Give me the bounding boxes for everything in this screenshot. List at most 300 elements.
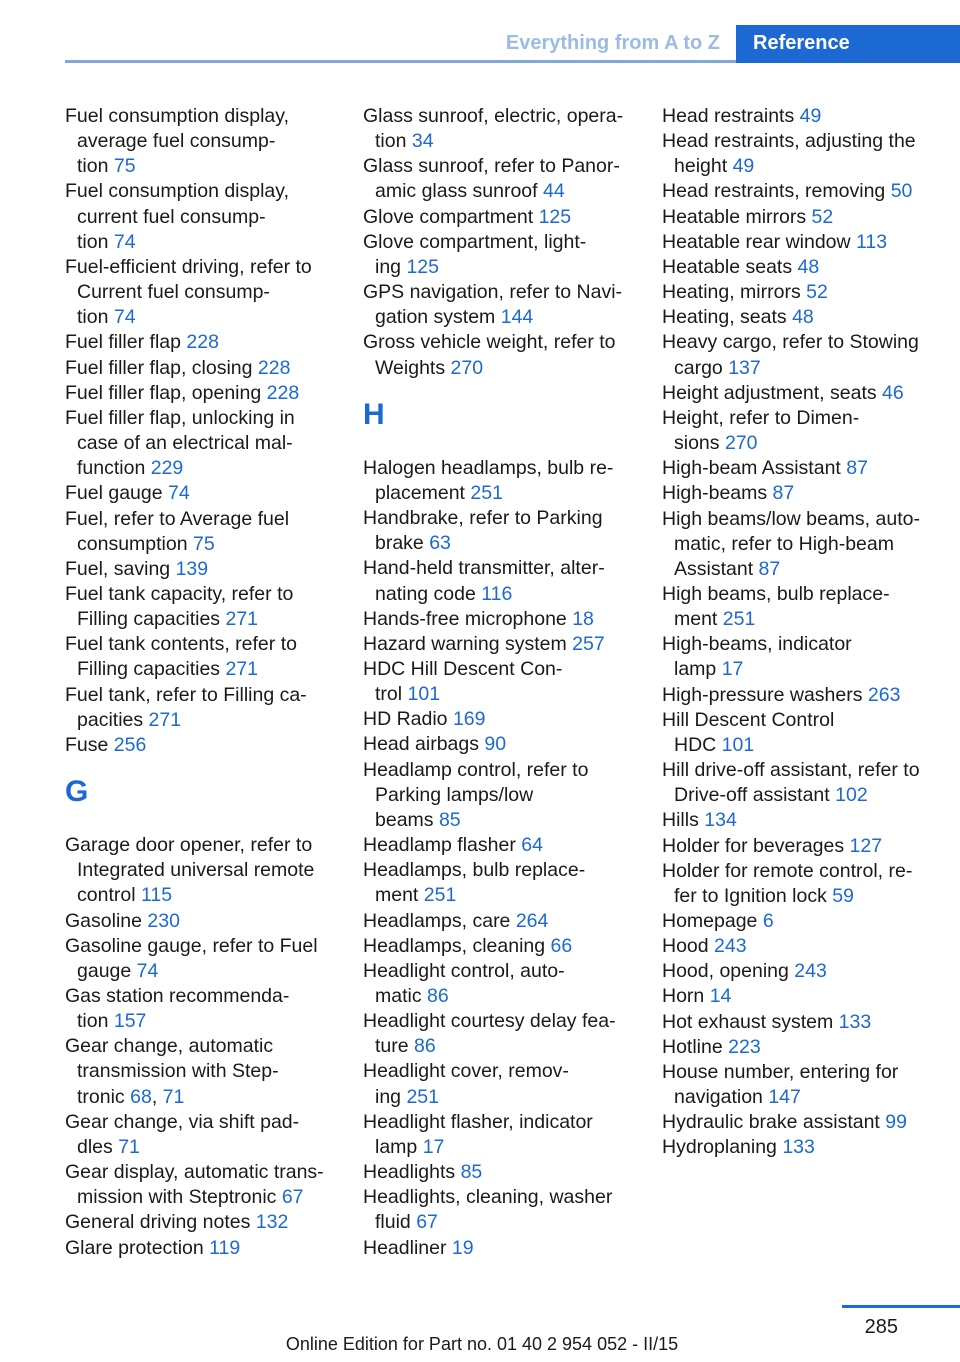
page-reference-link[interactable]: 48	[792, 306, 814, 329]
index-entry-text: pacities	[77, 708, 149, 731]
index-entry	[662, 909, 958, 934]
page-reference-link[interactable]: 86	[414, 1035, 436, 1058]
page-reference-link[interactable]: 137	[728, 356, 761, 379]
index-entry-text: Horn	[662, 985, 710, 1008]
index-entry-text: Headlamp control, refer to	[363, 758, 589, 781]
index-entry	[662, 330, 958, 380]
index-entry	[65, 1236, 355, 1261]
page-reference-link[interactable]: 87	[772, 482, 795, 505]
page-reference-link[interactable]: 74	[113, 306, 136, 329]
page-reference-link[interactable]: 169	[452, 708, 486, 731]
index-entry-text: High-pressure washers	[662, 683, 868, 706]
page-separator: ,	[151, 1085, 163, 1108]
index-entry	[363, 1236, 653, 1261]
page-reference-link[interactable]: 50	[890, 180, 913, 203]
index-entry-text: Drive-off assistant	[674, 784, 836, 807]
index-entry	[662, 834, 958, 859]
index-entry	[662, 758, 958, 808]
index-entry-text: Head restraints, adjusting the	[662, 130, 916, 153]
index-entry-text: fluid	[375, 1211, 417, 1234]
index-entry	[65, 934, 355, 984]
page-reference-link[interactable]: 14	[709, 985, 732, 1008]
page-reference-link[interactable]: 52	[806, 281, 828, 304]
page-reference-link[interactable]: 19	[451, 1236, 474, 1259]
index-entry-text: matic, refer to High-beam	[674, 532, 894, 555]
index-entry-text: amic glass sunroof	[375, 180, 543, 203]
footer-rule	[842, 1305, 960, 1308]
index-entry	[662, 1035, 958, 1060]
index-entry	[363, 205, 653, 230]
index-entry	[662, 708, 958, 758]
index-entry-text: Gear change, automatic	[65, 1035, 274, 1058]
index-entry-text: lamp	[674, 658, 722, 681]
index-entry	[363, 556, 653, 606]
index-entry	[65, 1160, 355, 1210]
index-entry-text: General driving notes	[65, 1211, 256, 1234]
page-reference-link[interactable]: 101	[721, 733, 755, 756]
index-entry-text: HDC	[674, 733, 722, 756]
page-reference-link[interactable]: 75	[192, 532, 215, 555]
page-reference-link[interactable]: 271	[225, 608, 259, 631]
index-entry	[662, 481, 958, 506]
index-entry	[662, 280, 958, 305]
index-entry-text: Fuel tank capacity, refer to	[65, 582, 294, 605]
index-entry-text: Fuel tank contents, refer to	[65, 633, 297, 656]
index-entry	[65, 1210, 355, 1235]
page-reference-link[interactable]: 270	[450, 356, 484, 379]
page-number: 285	[864, 1316, 898, 1338]
index-entry	[662, 632, 958, 682]
index-entry-text: HDC Hill Descent Con‐	[363, 657, 563, 680]
index-entry-text: tion	[77, 306, 114, 329]
index-entry-text: Handbrake, refer to Parking	[363, 507, 603, 530]
index-entry-text: ing	[375, 1085, 407, 1108]
index-entry-text: sions	[674, 432, 725, 455]
index-letter-heading: H	[363, 397, 385, 431]
index-entry-text: consumption	[77, 532, 193, 555]
page-reference-link[interactable]: 101	[407, 683, 441, 706]
index-entry-text: Garage door opener, refer to	[65, 834, 313, 857]
page-reference-link[interactable]: 125	[538, 205, 572, 228]
page-reference-link[interactable]: 18	[572, 607, 594, 630]
index-entry-text: function	[77, 457, 151, 480]
page-reference-link[interactable]: 147	[768, 1086, 801, 1109]
index-entry	[65, 557, 355, 582]
page-reference-link[interactable]: 64	[521, 834, 543, 857]
index-entry-text: Fuel consumption display,	[65, 180, 290, 203]
index-entry	[662, 859, 958, 909]
page-reference-link[interactable]: 119	[209, 1236, 241, 1259]
index-entry-text: Heatable mirrors	[662, 205, 812, 228]
page-reference-link[interactable]: 271	[225, 658, 259, 681]
page-reference-link[interactable]: 228	[266, 381, 300, 404]
index-entry-text: ment	[674, 608, 723, 631]
index-entry-text: Homepage	[662, 910, 763, 932]
header-tab-reference: Reference	[736, 25, 960, 63]
index-entry-text: Hazard warning system	[363, 632, 573, 655]
index-entry-text: Filling capacities	[77, 608, 226, 631]
index-entry	[363, 732, 653, 757]
index-entry	[363, 1185, 653, 1235]
page-reference-link[interactable]: 115	[140, 884, 173, 907]
index-entry-text: nating code	[375, 582, 482, 605]
page-reference-link[interactable]: 85	[460, 1161, 483, 1184]
index-entry-text: Fuel filler flap, unlocking in	[65, 406, 295, 429]
index-entry	[662, 230, 958, 255]
index-entry-text: tion	[77, 155, 114, 178]
index-column-1	[65, 104, 355, 1261]
page-reference-link[interactable]: 132	[255, 1211, 289, 1234]
index-entry-text: Fuel filler flap	[65, 331, 187, 354]
index-entry-text: High-beam Assistant	[662, 457, 847, 480]
page-reference-link[interactable]: 49	[799, 105, 822, 127]
index-entry-text: House number, entering for	[662, 1060, 899, 1083]
index-entry-text: Gear display, automatic trans‐	[65, 1161, 324, 1184]
index-entry-text: Headlights, cleaning, washer	[363, 1186, 613, 1209]
index-entry-text: GPS navigation, refer to Navi‐	[363, 281, 623, 304]
index-entry-text: High beams, bulb replace‐	[662, 582, 890, 605]
index-entry-text: tion	[77, 230, 114, 253]
page-reference-link[interactable]: 243	[714, 935, 747, 958]
page-reference-link[interactable]: 17	[422, 1135, 445, 1158]
index-entry	[662, 959, 958, 984]
index-entry	[662, 406, 958, 456]
index-entry	[65, 909, 355, 934]
page-reference-link[interactable]: 264	[515, 909, 549, 932]
index-entry	[363, 1009, 653, 1059]
page-reference-link[interactable]: 251	[423, 884, 457, 907]
index-entry-text: Weights	[375, 356, 451, 379]
page-reference-link[interactable]: 86	[427, 985, 449, 1007]
index-entry-text: matic	[375, 985, 428, 1007]
index-entry-text: case of an electrical mal‐	[77, 432, 293, 455]
index-entry	[662, 507, 958, 582]
index-entry-text: lamp	[375, 1135, 423, 1158]
index-entry	[65, 984, 355, 1034]
index-entry	[662, 381, 958, 406]
index-entry-text: Fuel gauge	[65, 482, 168, 505]
index-entry-text: navigation	[674, 1086, 769, 1109]
index-entry	[363, 707, 653, 732]
index-entry	[363, 959, 653, 1009]
index-entry	[662, 305, 958, 330]
index-entry-text: Height adjustment, seats	[662, 381, 883, 404]
header-section-title: Everything from A to Z	[505, 32, 720, 54]
index-entry-text: ment	[375, 884, 424, 907]
page-reference-link[interactable]: 68	[130, 1085, 152, 1108]
page-reference-link[interactable]: 271	[148, 708, 182, 731]
index-entry-text: Hood, opening	[662, 960, 795, 983]
index-entry-text: Current fuel consump‐	[77, 281, 270, 304]
page-reference-link[interactable]: 74	[136, 959, 159, 982]
index-entry	[662, 456, 958, 481]
page-reference-link[interactable]: 251	[470, 481, 503, 504]
index-entry	[662, 582, 958, 632]
page-reference-link[interactable]: 157	[113, 1010, 147, 1033]
index-entry-text: Headlight cover, remov‐	[363, 1060, 569, 1083]
index-entry	[363, 833, 653, 858]
index-entry-text: Hills	[662, 809, 705, 832]
index-entry-text: Headlamp flasher	[363, 834, 522, 857]
index-entry-text: Fuel, saving	[65, 557, 176, 580]
page-reference-link[interactable]: 270	[724, 432, 758, 455]
index-entry-text: High beams/low beams, auto‐	[662, 507, 920, 530]
page-reference-link[interactable]: 251	[722, 608, 756, 631]
index-entry	[65, 255, 355, 330]
index-entry	[662, 129, 958, 179]
page-reference-link[interactable]: 87	[758, 557, 781, 580]
index-entry-text: Headlights	[363, 1161, 461, 1184]
index-entry	[65, 632, 355, 682]
index-entry-text: Gear change, via shift pad‐	[65, 1110, 300, 1133]
page-reference-link[interactable]: 228	[257, 356, 291, 379]
page-reference-link[interactable]: 144	[500, 306, 534, 329]
index-letter-heading: G	[65, 775, 89, 809]
index-entry	[363, 280, 653, 330]
index-entry-text: Hood	[662, 935, 715, 958]
index-entry	[662, 104, 958, 129]
index-entry	[363, 154, 653, 204]
index-entry-text: tion	[77, 1010, 114, 1033]
page-reference-link[interactable]: 223	[728, 1035, 761, 1058]
index-entry-text: Headlight control, auto‐	[363, 959, 565, 982]
page-reference-link[interactable]: 102	[835, 784, 868, 807]
page-reference-link[interactable]: 139	[175, 557, 209, 580]
index-entry	[363, 506, 653, 556]
index-entry-text: cargo	[674, 356, 729, 379]
index-entry	[363, 1110, 653, 1160]
index-entry-text: tronic	[77, 1085, 131, 1108]
page-reference-link[interactable]: 17	[721, 658, 744, 681]
index-entry	[65, 381, 355, 406]
index-entry-text: Fuel tank, refer to Filling ca‐	[65, 683, 307, 706]
index-entry	[65, 582, 355, 632]
letter-spacer	[65, 822, 355, 833]
index-entry-text: Headlamps, bulb replace‐	[363, 859, 586, 882]
index-entry	[662, 1110, 958, 1135]
index-entry-text: Hydroplaning	[662, 1136, 783, 1159]
index-entry-text: Glove compartment, light‐	[363, 230, 587, 253]
page-reference-link[interactable]: 229	[150, 457, 184, 480]
index-entry-text: Heating, seats	[662, 306, 793, 329]
index-entry	[65, 733, 355, 758]
index-entry-text: Hot exhaust system	[662, 1010, 839, 1033]
page-reference-link[interactable]: 63	[429, 532, 451, 555]
index-entry-text: Glass sunroof, electric, opera‐	[363, 105, 624, 127]
index-entry-text: Hill drive-off assistant, refer to	[662, 759, 920, 782]
index-entry	[65, 330, 355, 355]
index-entry-text: High-beams	[662, 482, 773, 505]
index-entry-text: mission with Steptronic	[77, 1186, 282, 1209]
index-entry	[65, 356, 355, 381]
index-entry-text: Integrated universal remote	[77, 859, 315, 882]
page-reference-link[interactable]: 34	[411, 130, 434, 153]
index-entry-text: HD Radio	[363, 708, 453, 731]
index-entry-text: Headlamps, cleaning	[363, 934, 551, 957]
index-entry	[65, 406, 355, 481]
index-entry-text: Glove compartment	[363, 205, 539, 228]
index-entry-text: Fuel filler flap, closing	[65, 356, 258, 379]
index-entry	[65, 1110, 355, 1160]
index-entry	[65, 683, 355, 733]
index-entry-text: Filling capacities	[77, 658, 226, 681]
page-reference-link[interactable]: 99	[885, 1111, 907, 1134]
index-entry-text: height	[674, 155, 733, 178]
index-entry-text: tion	[375, 130, 412, 153]
index-entry-text: Hands-free microphone	[363, 607, 573, 630]
page-reference-link[interactable]: 71	[162, 1085, 185, 1108]
index-entry-text: Parking lamps/low	[375, 783, 534, 806]
index-entry-text: Head restraints	[662, 105, 800, 127]
page-reference-link[interactable]: 75	[113, 155, 136, 178]
index-entry-text: Assistant	[674, 557, 759, 580]
index-entry	[363, 330, 653, 380]
index-entry-text: Gasoline gauge, refer to Fuel	[65, 934, 318, 957]
page-reference-link[interactable]: 116	[481, 582, 513, 605]
index-entry-text: ing	[375, 255, 407, 278]
page-reference-link[interactable]: 230	[147, 909, 180, 932]
index-entry	[363, 1160, 653, 1185]
index-entry	[662, 683, 958, 708]
index-entry-text: Headlamps, care	[363, 909, 516, 932]
page-reference-link[interactable]: 46	[882, 381, 904, 404]
index-entry	[363, 934, 653, 959]
page-reference-link[interactable]: 243	[794, 960, 827, 983]
page-reference-link[interactable]: 256	[113, 733, 147, 756]
index-entry-text: brake	[375, 532, 430, 555]
index-entry-text: Glare protection	[65, 1236, 210, 1259]
index-entry-text: Hand-held transmitter, alter‐	[363, 557, 605, 580]
index-column-2	[363, 104, 653, 1261]
index-entry	[662, 1135, 958, 1160]
page-reference-link[interactable]: 66	[550, 934, 573, 957]
index-entry-text: Heatable rear window	[662, 230, 857, 253]
index-entry-text: Halogen headlamps, bulb re‐	[363, 456, 614, 479]
index-entry-text: Gas station recommenda‐	[65, 985, 290, 1007]
index-entry	[662, 205, 958, 230]
index-entry-text: Gross vehicle weight, refer to	[363, 331, 616, 354]
page-reference-link[interactable]: 251	[406, 1085, 439, 1108]
index-entry	[65, 833, 355, 908]
index-entry-text: Hill Descent Control	[662, 708, 835, 731]
index-entry-text: Headlight flasher, indicator	[363, 1110, 593, 1133]
index-entry-text: Fuse	[65, 733, 114, 756]
page-reference-link[interactable]: 90	[484, 733, 507, 756]
index-entry-text: Head airbags	[363, 733, 485, 756]
index-entry-text: Heating, mirrors	[662, 281, 807, 304]
index-entry	[363, 632, 653, 657]
index-entry-text: gauge	[77, 959, 137, 982]
page-reference-link[interactable]: 74	[113, 230, 136, 253]
page-reference-link[interactable]: 74	[168, 482, 190, 505]
page-reference-link[interactable]: 257	[572, 632, 605, 655]
index-entry	[363, 104, 653, 154]
index-entry-text: High-beams, indicator	[662, 633, 852, 656]
index-entry	[363, 657, 653, 707]
index-entry	[662, 934, 958, 959]
index-entry-text: Heavy cargo, refer to Stowing	[662, 331, 919, 354]
index-entry	[363, 909, 653, 934]
index-entry	[65, 507, 355, 557]
letter-spacer	[363, 445, 653, 456]
index-entry-text: ture	[375, 1035, 415, 1058]
index-entry-text: transmission with Step‐	[77, 1060, 279, 1083]
index-entry	[363, 230, 653, 280]
index-entry-text: Holder for beverages	[662, 834, 850, 857]
index-entry-text: Height, refer to Dimen‐	[662, 406, 860, 429]
index-entry	[662, 255, 958, 280]
page-reference-link[interactable]: 125	[406, 255, 439, 278]
index-entry	[65, 481, 355, 506]
page-reference-link[interactable]: 49	[732, 155, 755, 178]
index-entry	[65, 1034, 355, 1109]
index-entry-text: Fuel-efficient driving, refer to	[65, 255, 312, 278]
index-entry-text: placement	[375, 481, 471, 504]
page-reference-link[interactable]: 67	[281, 1186, 304, 1209]
index-entry	[662, 984, 958, 1009]
page-reference-link[interactable]: 59	[832, 884, 854, 907]
page-reference-link[interactable]: 44	[543, 180, 565, 203]
index-entry-text: average fuel consump‐	[77, 130, 276, 153]
index-entry-text: Headliner	[363, 1236, 452, 1259]
index-entry-text: gation system	[375, 306, 501, 329]
index-entry-text: dles	[77, 1135, 119, 1158]
page-reference-link[interactable]: 228	[186, 331, 219, 354]
index-entry-text: fer to Ignition lock	[674, 884, 833, 907]
index-entry-text: Hotline	[662, 1035, 729, 1058]
index-entry	[363, 758, 653, 833]
index-entry-text: Hydraulic brake assistant	[662, 1111, 886, 1134]
page-reference-link[interactable]: 127	[849, 834, 883, 857]
page-reference-link[interactable]: 6	[762, 910, 774, 932]
index-entry-text: Fuel, refer to Average fuel	[65, 507, 290, 530]
index-entry	[363, 607, 653, 632]
page-reference-link[interactable]: 87	[846, 457, 868, 480]
index-entry-text: Glass sunroof, refer to Panor‐	[363, 155, 620, 178]
index-column-3	[662, 104, 958, 1161]
page-reference-link[interactable]: 48	[797, 255, 820, 278]
index-entry	[65, 179, 355, 254]
page-reference-link[interactable]: 71	[118, 1135, 140, 1158]
index-entry-text: Fuel consumption display,	[65, 105, 290, 127]
index-entry	[363, 1059, 653, 1109]
index-entry	[662, 179, 958, 204]
index-entry-text: Holder for remote control, re‐	[662, 859, 913, 882]
page-reference-link[interactable]: 85	[438, 808, 461, 831]
index-entry-text: beams	[375, 808, 439, 831]
index-entry-text: Heatable seats	[662, 255, 798, 278]
page-reference-link[interactable]: 133	[782, 1136, 815, 1159]
page-reference-link[interactable]: 113	[856, 230, 888, 253]
index-entry	[363, 858, 653, 908]
index-entry-text: trol	[375, 683, 408, 706]
page-reference-link[interactable]: 263	[867, 683, 901, 706]
index-entry	[662, 1010, 958, 1035]
index-entry-text: Headlight courtesy delay fea‐	[363, 1010, 616, 1033]
page-reference-link[interactable]: 133	[838, 1010, 872, 1033]
edition-footer: Online Edition for Part no. 01 40 2 954 052 - II/15	[285, 1334, 679, 1354]
index-entry	[662, 808, 958, 833]
page-reference-link[interactable]: 134	[704, 809, 737, 832]
index-entry-text: Gasoline	[65, 909, 148, 932]
index-entry-text: control	[77, 884, 141, 907]
page-reference-link[interactable]: 52	[811, 205, 834, 228]
index-entry	[662, 1060, 958, 1110]
index-entry-text: Head restraints, removing	[662, 180, 891, 203]
page-reference-link[interactable]: 67	[416, 1211, 438, 1234]
index-entry-text: Fuel filler flap, opening	[65, 381, 267, 404]
index-entry	[65, 104, 355, 179]
